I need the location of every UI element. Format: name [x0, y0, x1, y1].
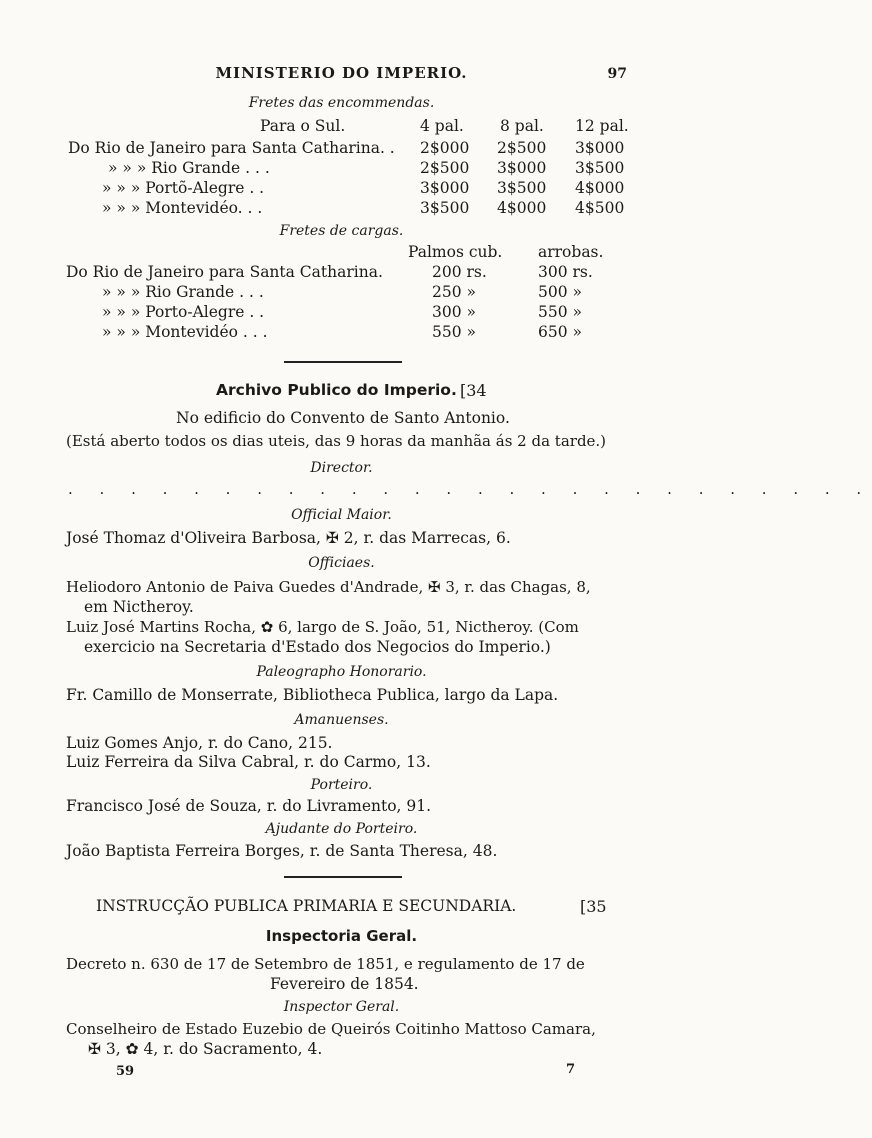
director-placeholder-dots: . . . . . . . . . . . . . . . . . . . . . . . . . .: [68, 480, 872, 498]
row-value: 3$500: [575, 159, 625, 177]
archivo-location: No edificio do Convento de Santo Antonio.: [176, 409, 510, 427]
col-header-8pal: 8 pal.: [500, 117, 544, 135]
row-label: Do Rio de Janeiro para Santa Catharina. .: [68, 139, 395, 157]
row-value: 200 rs.: [432, 263, 487, 281]
decreto-text: Decreto n. 630 de 17 de Setembro de 1851, e regulamento de 17 de: [66, 955, 585, 973]
row-value: 3$000: [420, 179, 470, 197]
row-value: 2$500: [420, 159, 470, 177]
section-divider: [284, 361, 402, 363]
col-header-para-sul: Para o Sul.: [260, 117, 346, 135]
row-label: » » » Montevidéo . . .: [102, 323, 268, 341]
row-value: 300 »: [432, 303, 476, 321]
row-value: 3$500: [420, 199, 470, 217]
row-value: 550 »: [538, 303, 582, 321]
row-value: 3$000: [575, 139, 625, 157]
row-label: Do Rio de Janeiro para Santa Catharina.: [66, 263, 383, 281]
row-value: 500 »: [538, 283, 582, 301]
officiaes-entry-1-cont: em Nictheroy.: [84, 598, 194, 616]
row-value: 300 rs.: [538, 263, 593, 281]
row-value: 2$500: [497, 139, 547, 157]
archivo-heading: Archivo Publico do Imperio.: [216, 381, 457, 399]
archivo-hours: (Está aberto todos os dias uteis, das 9 horas da manhãa ás 2 da tarde.): [66, 432, 607, 450]
row-value: 3$500: [497, 179, 547, 197]
row-value: 250 »: [432, 283, 476, 301]
row-value: 4$500: [575, 199, 625, 217]
row-label: » » » Montevidéo. . .: [102, 199, 263, 217]
decreto-text-cont: Fevereiro de 1854.: [270, 975, 419, 993]
printer-signature-left: 59: [116, 1064, 135, 1079]
label-amanuenses: Amanuenses.: [294, 712, 389, 728]
archivo-ref: [34: [460, 381, 487, 400]
section-title-encommendas: Fretes das encommendas.: [248, 95, 435, 111]
inspectoria-heading: Inspectoria Geral.: [265, 927, 418, 945]
row-label: » » » Portõ-Alegre . .: [102, 179, 265, 197]
row-value: 650 »: [538, 323, 582, 341]
row-label: » » » Rio Grande . . .: [108, 159, 270, 177]
page-header-title: MINISTERIO DO IMPERIO.: [215, 64, 468, 82]
porteiro-entry: Francisco José de Souza, r. do Livramento, 91.: [66, 797, 432, 815]
col-header-4pal: 4 pal.: [420, 117, 464, 135]
ajudante-entry: João Baptista Ferreira Borges, r. de Santa Theresa, 48.: [66, 842, 498, 860]
col-header-arrobas: arrobas.: [538, 243, 604, 261]
label-inspector-geral: Inspector Geral.: [283, 999, 400, 1015]
row-value: 3$000: [497, 159, 547, 177]
instruccao-ref: [35: [580, 897, 607, 916]
section-title-cargas: Fretes de cargas.: [279, 223, 404, 239]
section-divider: [284, 876, 402, 878]
row-value: 4$000: [497, 199, 547, 217]
label-ajudante: Ajudante do Porteiro.: [265, 821, 418, 837]
label-official-maior: Official Maior.: [291, 507, 392, 523]
officiaes-entry-1: Heliodoro Antonio de Paiva Guedes d'Andrade, ✠ 3, r. das Chagas, 8,: [66, 578, 591, 596]
col-header-palmos: Palmos cub.: [408, 243, 503, 261]
officiaes-entry-2: Luiz José Martins Rocha, ✿ 6, largo de S. João, 51, Nictheroy. (Com: [66, 618, 579, 636]
printer-signature-right: 7: [566, 1062, 576, 1077]
official-maior-entry: José Thomaz d'Oliveira Barbosa, ✠ 2, r. das Marrecas, 6.: [66, 529, 511, 547]
paleographo-entry: Fr. Camillo de Monserrate, Bibliotheca Publica, largo da Lapa.: [66, 686, 559, 704]
instruccao-heading: INSTRUCÇÃO PUBLICA PRIMARIA E SECUNDARIA.: [96, 897, 517, 915]
col-header-12pal: 12 pal.: [575, 117, 629, 135]
label-officiaes: Officiaes.: [308, 555, 375, 571]
row-value: 550 »: [432, 323, 476, 341]
label-porteiro: Porteiro.: [310, 777, 373, 793]
row-value: 2$000: [420, 139, 470, 157]
row-label: » » » Porto-Alegre . .: [102, 303, 265, 321]
row-value: 4$000: [575, 179, 625, 197]
label-paleographo: Paleographo Honorario.: [256, 664, 427, 680]
amanuense-entry: Luiz Gomes Anjo, r. do Cano, 215.: [66, 734, 333, 752]
amanuense-entry: Luiz Ferreira da Silva Cabral, r. do Carmo, 13.: [66, 753, 431, 771]
officiaes-entry-2-cont: exercicio na Secretaria d'Estado dos Negocios do Imperio.): [84, 638, 551, 656]
row-label: » » » Rio Grande . . .: [102, 283, 264, 301]
inspector-entry: Conselheiro de Estado Euzebio de Queirós Coitinho Mattoso Camara,: [66, 1020, 596, 1038]
page-number: 97: [607, 66, 627, 82]
label-director: Director.: [310, 460, 373, 476]
inspector-entry-cont: ✠ 3, ✿ 4, r. do Sacramento, 4.: [88, 1040, 323, 1058]
